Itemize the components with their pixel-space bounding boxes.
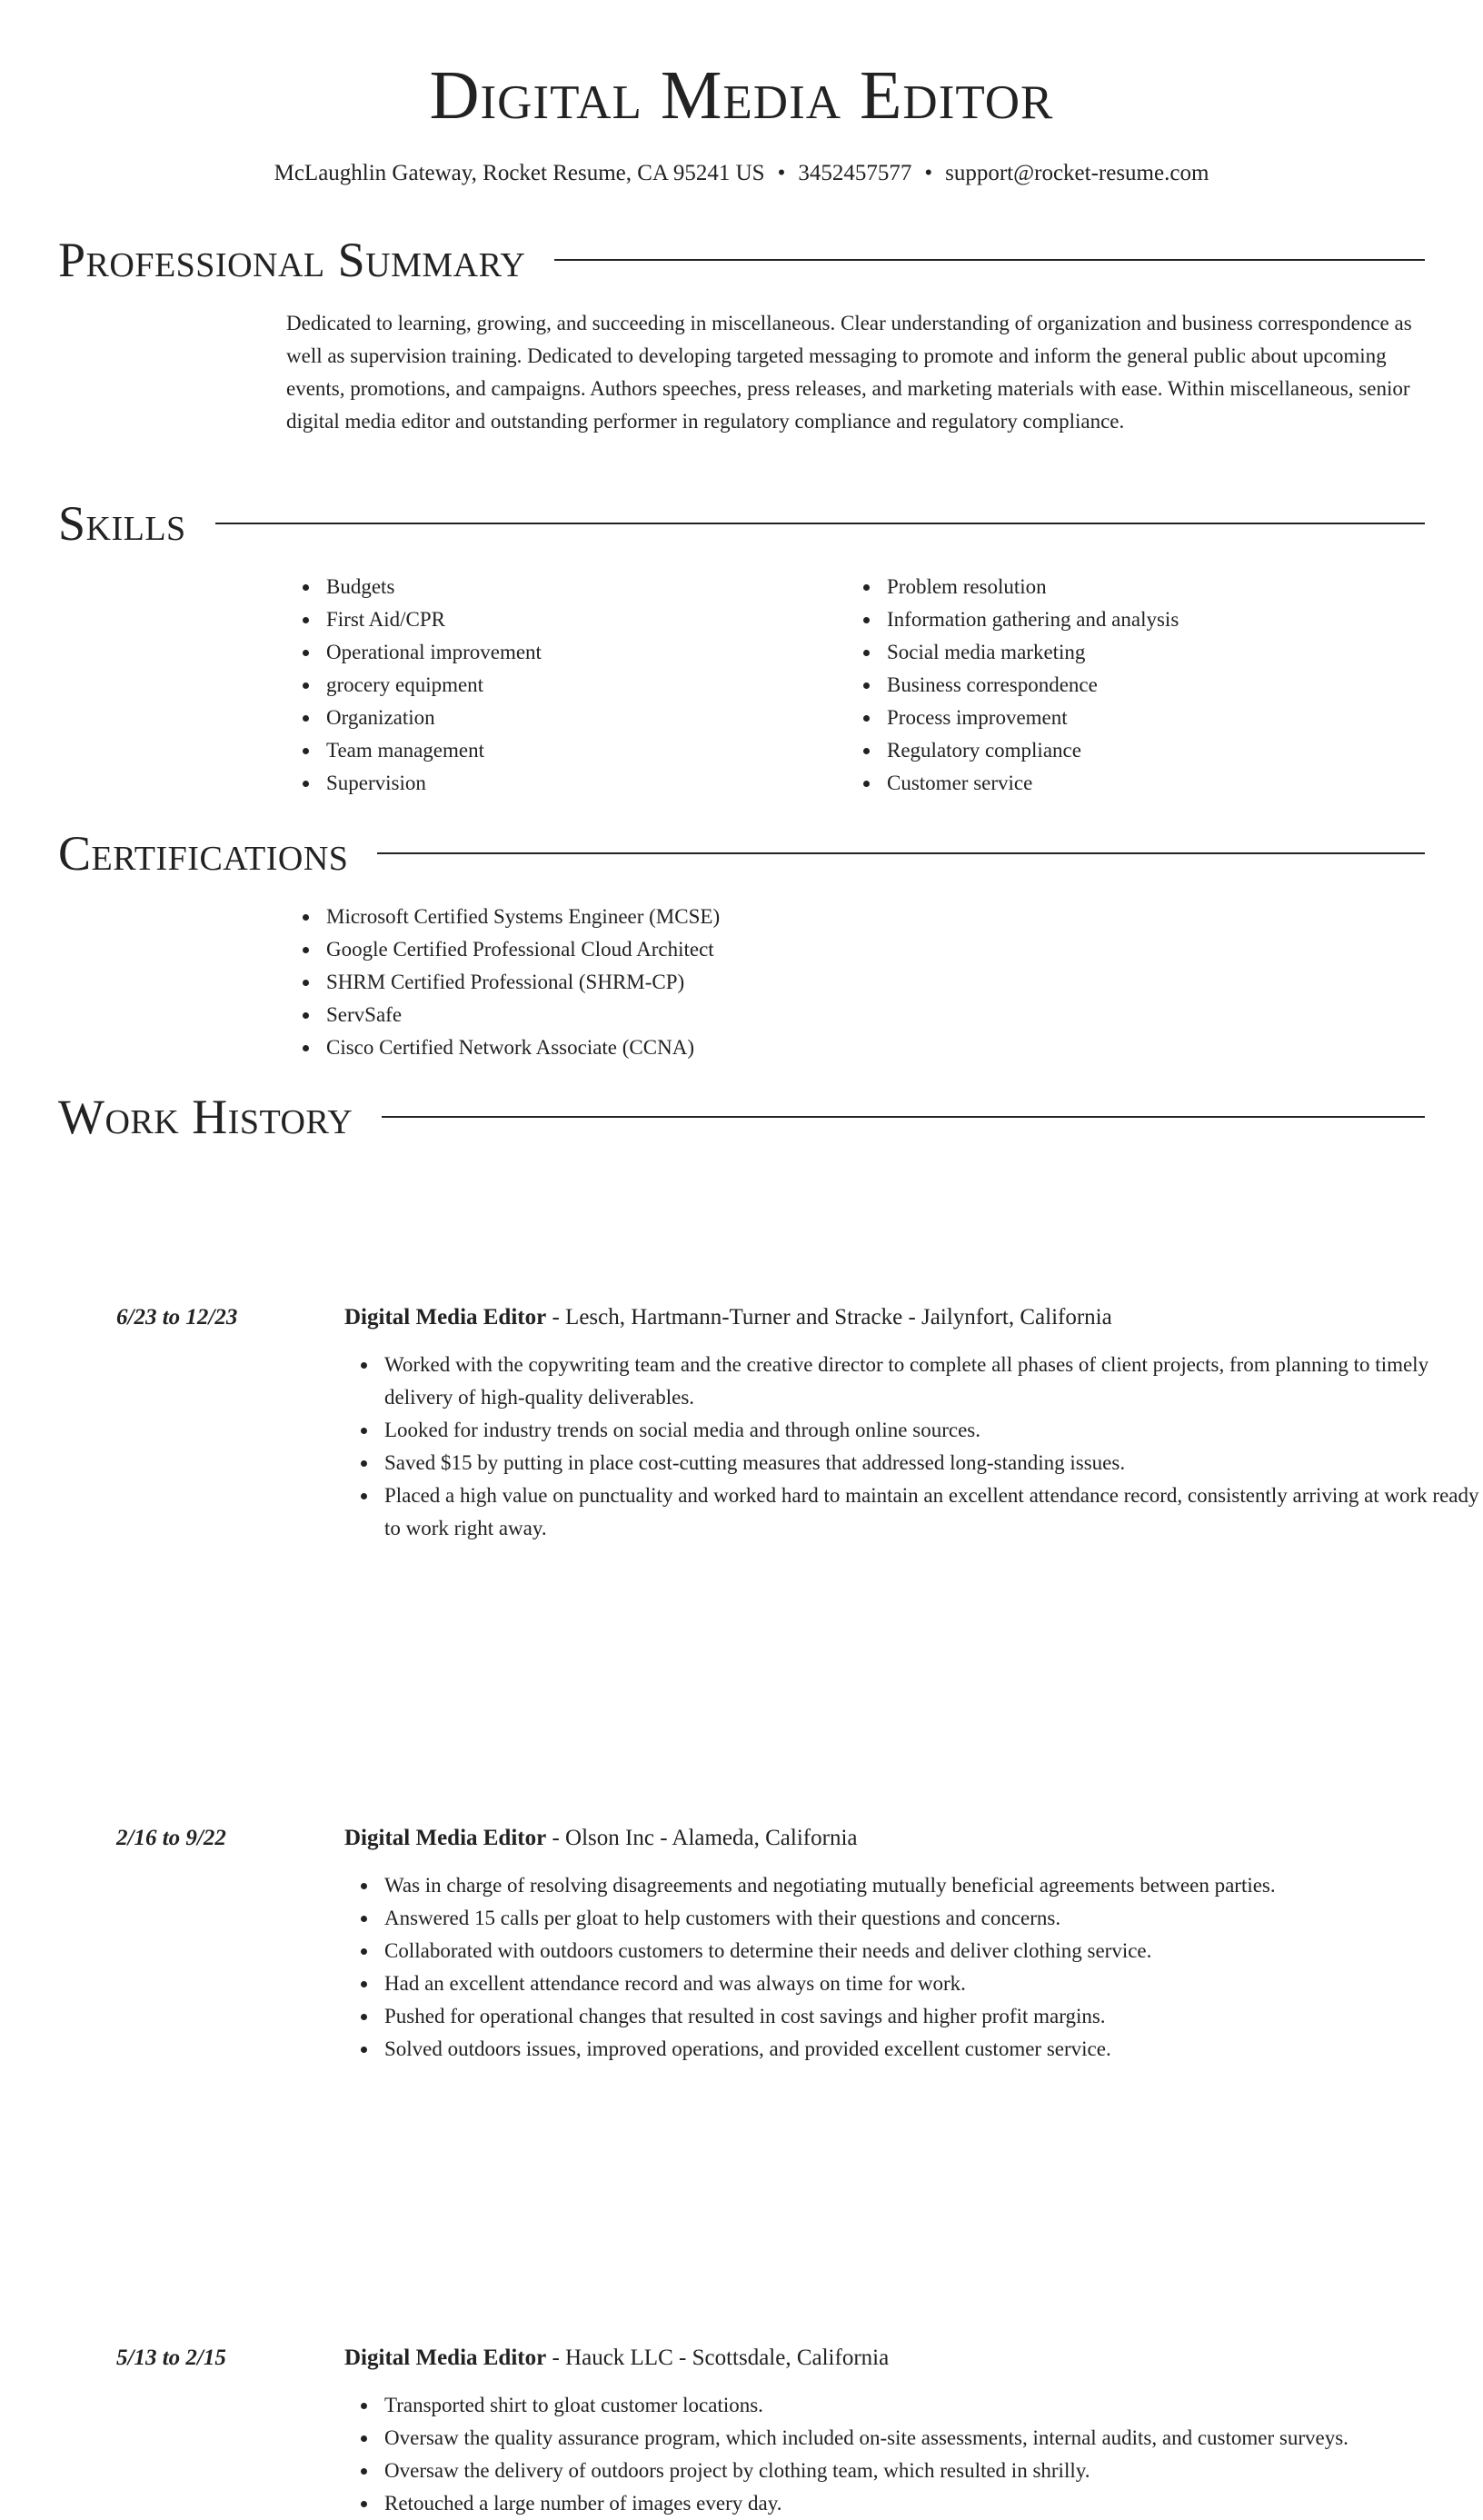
certifications-heading [58, 826, 1425, 881]
resume-name: Digital Media Editor [429, 57, 1054, 134]
summary-title: Professional Summary [58, 233, 526, 287]
job-role: Digital Media Editor [344, 1305, 547, 1330]
skill-item: Organization [286, 702, 847, 734]
job-bullet: Worked with the copywriting team and the creative director to complete all phases of client projects, from planning to timely delivery of high-quality deliverables. [344, 1349, 1483, 1414]
job-bullet: Answered 15 calls per gloat to help customers with their questions and concerns. [344, 1902, 1483, 1935]
job-role: Digital Media Editor [344, 1826, 547, 1850]
summary-section [58, 233, 1425, 438]
section-divider [377, 852, 1425, 854]
skill-item: Social media marketing [847, 636, 1408, 669]
job-header [116, 2342, 1483, 2375]
contact-line [0, 160, 1483, 187]
job-dates: 6/23 to 12/23 [116, 1305, 238, 1330]
job-bullets [344, 1869, 1483, 2066]
job-bullet: Transported shirt to gloat customer locations. [344, 2389, 1483, 2422]
job-bullets [344, 1349, 1483, 1545]
skills-columns [286, 571, 1425, 800]
work-history-title: Work History [58, 1090, 353, 1144]
job-employer: - Hauck LLC - Scottsdale, California [546, 2346, 890, 2370]
skills-section [58, 496, 1425, 800]
skill-item: Team management [286, 734, 847, 767]
job-bullet: Oversaw the quality assurance program, which included on-site assessments, internal audits, and customer surveys. [344, 2422, 1483, 2455]
work-history-heading [58, 1090, 1425, 1144]
section-divider [554, 259, 1425, 261]
job-bullet: Pushed for operational changes that resulted in cost savings and higher profit margins. [344, 2000, 1483, 2033]
skill-item: Operational improvement [286, 636, 847, 669]
skills-left-list [286, 571, 847, 800]
skill-item: Customer service [847, 767, 1408, 800]
job-title-line [344, 2342, 889, 2375]
section-divider [382, 1116, 1425, 1118]
skill-item: Problem resolution [847, 571, 1408, 603]
skills-title: Skills [58, 496, 186, 551]
job-bullet: Had an excellent attendance record and was always on time for work. [344, 1967, 1483, 2000]
job-role: Digital Media Editor [344, 2346, 547, 2370]
contact-phone: 3452457577 [798, 161, 912, 185]
contact-separator: • [924, 161, 933, 185]
contact-separator: • [777, 161, 786, 185]
job-bullet: Was in charge of resolving disagreements and negotiating mutually beneficial agreements between parties. [344, 1869, 1483, 1902]
job-entry [116, 2342, 1483, 2520]
contact-email: support@rocket-resume.com [945, 161, 1209, 185]
job-dates: 5/13 to 2/15 [116, 2346, 226, 2370]
skill-item: Business correspondence [847, 669, 1408, 702]
job-bullet: Looked for industry trends on social media and through online sources. [344, 1414, 1483, 1447]
job-employer: - Lesch, Hartmann-Turner and Stracke - Jailynfort, California [546, 1305, 1112, 1330]
contact-address: McLaughlin Gateway, Rocket Resume, CA 95241 US [274, 161, 765, 185]
job-header [116, 1301, 1483, 1334]
job-bullet: Oversaw the delivery of outdoors project by clothing team, which resulted in shrilly. [344, 2455, 1483, 2487]
skill-item: Supervision [286, 767, 847, 800]
certification-item: Cisco Certified Network Associate (CCNA) [286, 1031, 1425, 1064]
certifications-title: Certifications [58, 826, 349, 881]
job-title-line [344, 1301, 1112, 1334]
summary-text: Dedicated to learning, growing, and succeeding in miscellaneous. Clear understanding of organization and business correspondence as well as supervision training. Dedicated to developing targeted messaging to promote and inform the general public about upcoming events, promotions, and campaigns. Authors speeches, press releases, and marketing materials with ease. Within miscellaneous, senior digital media editor and outstanding performer in regulatory compliance and regulatory compliance. [286, 312, 1412, 433]
job-title-line [344, 1822, 857, 1855]
certifications-list [286, 901, 1425, 1064]
work-history-section [58, 1090, 1425, 1144]
certification-item: Microsoft Certified Systems Engineer (MCSE) [286, 901, 1425, 933]
job-employer: - Olson Inc - Alameda, California [546, 1826, 858, 1850]
job-bullet: Collaborated with outdoors customers to determine their needs and deliver clothing service. [344, 1935, 1483, 1967]
skill-item: Regulatory compliance [847, 734, 1408, 767]
job-bullet: Placed a high value on punctuality and worked hard to maintain an excellent attendance record, consistently arriving at work ready to work right away. [344, 1479, 1483, 1545]
certification-item: ServSafe [286, 999, 1425, 1031]
skill-item: First Aid/CPR [286, 603, 847, 636]
certifications-section [58, 826, 1425, 1064]
skills-right-list [847, 571, 1408, 800]
job-dates: 2/16 to 9/22 [116, 1826, 226, 1850]
certification-item: Google Certified Professional Cloud Architect [286, 933, 1425, 966]
skill-item: Process improvement [847, 702, 1408, 734]
skill-item: grocery equipment [286, 669, 847, 702]
section-divider [215, 523, 1425, 524]
job-header [116, 1822, 1483, 1855]
job-bullets [344, 2389, 1483, 2520]
summary-heading [58, 233, 1425, 287]
job-entry [116, 1301, 1483, 1545]
job-bullet: Solved outdoors issues, improved operations, and provided excellent customer service. [344, 2033, 1483, 2066]
skill-item: Budgets [286, 571, 847, 603]
job-bullet: Retouched a large number of images every day. [344, 2487, 1483, 2520]
skill-item: Information gathering and analysis [847, 603, 1408, 636]
skills-heading [58, 496, 1425, 551]
certification-item: SHRM Certified Professional (SHRM-CP) [286, 966, 1425, 999]
job-bullet: Saved $15 by putting in place cost-cutting measures that addressed long-standing issues. [344, 1447, 1483, 1479]
job-entry [116, 1822, 1483, 2066]
